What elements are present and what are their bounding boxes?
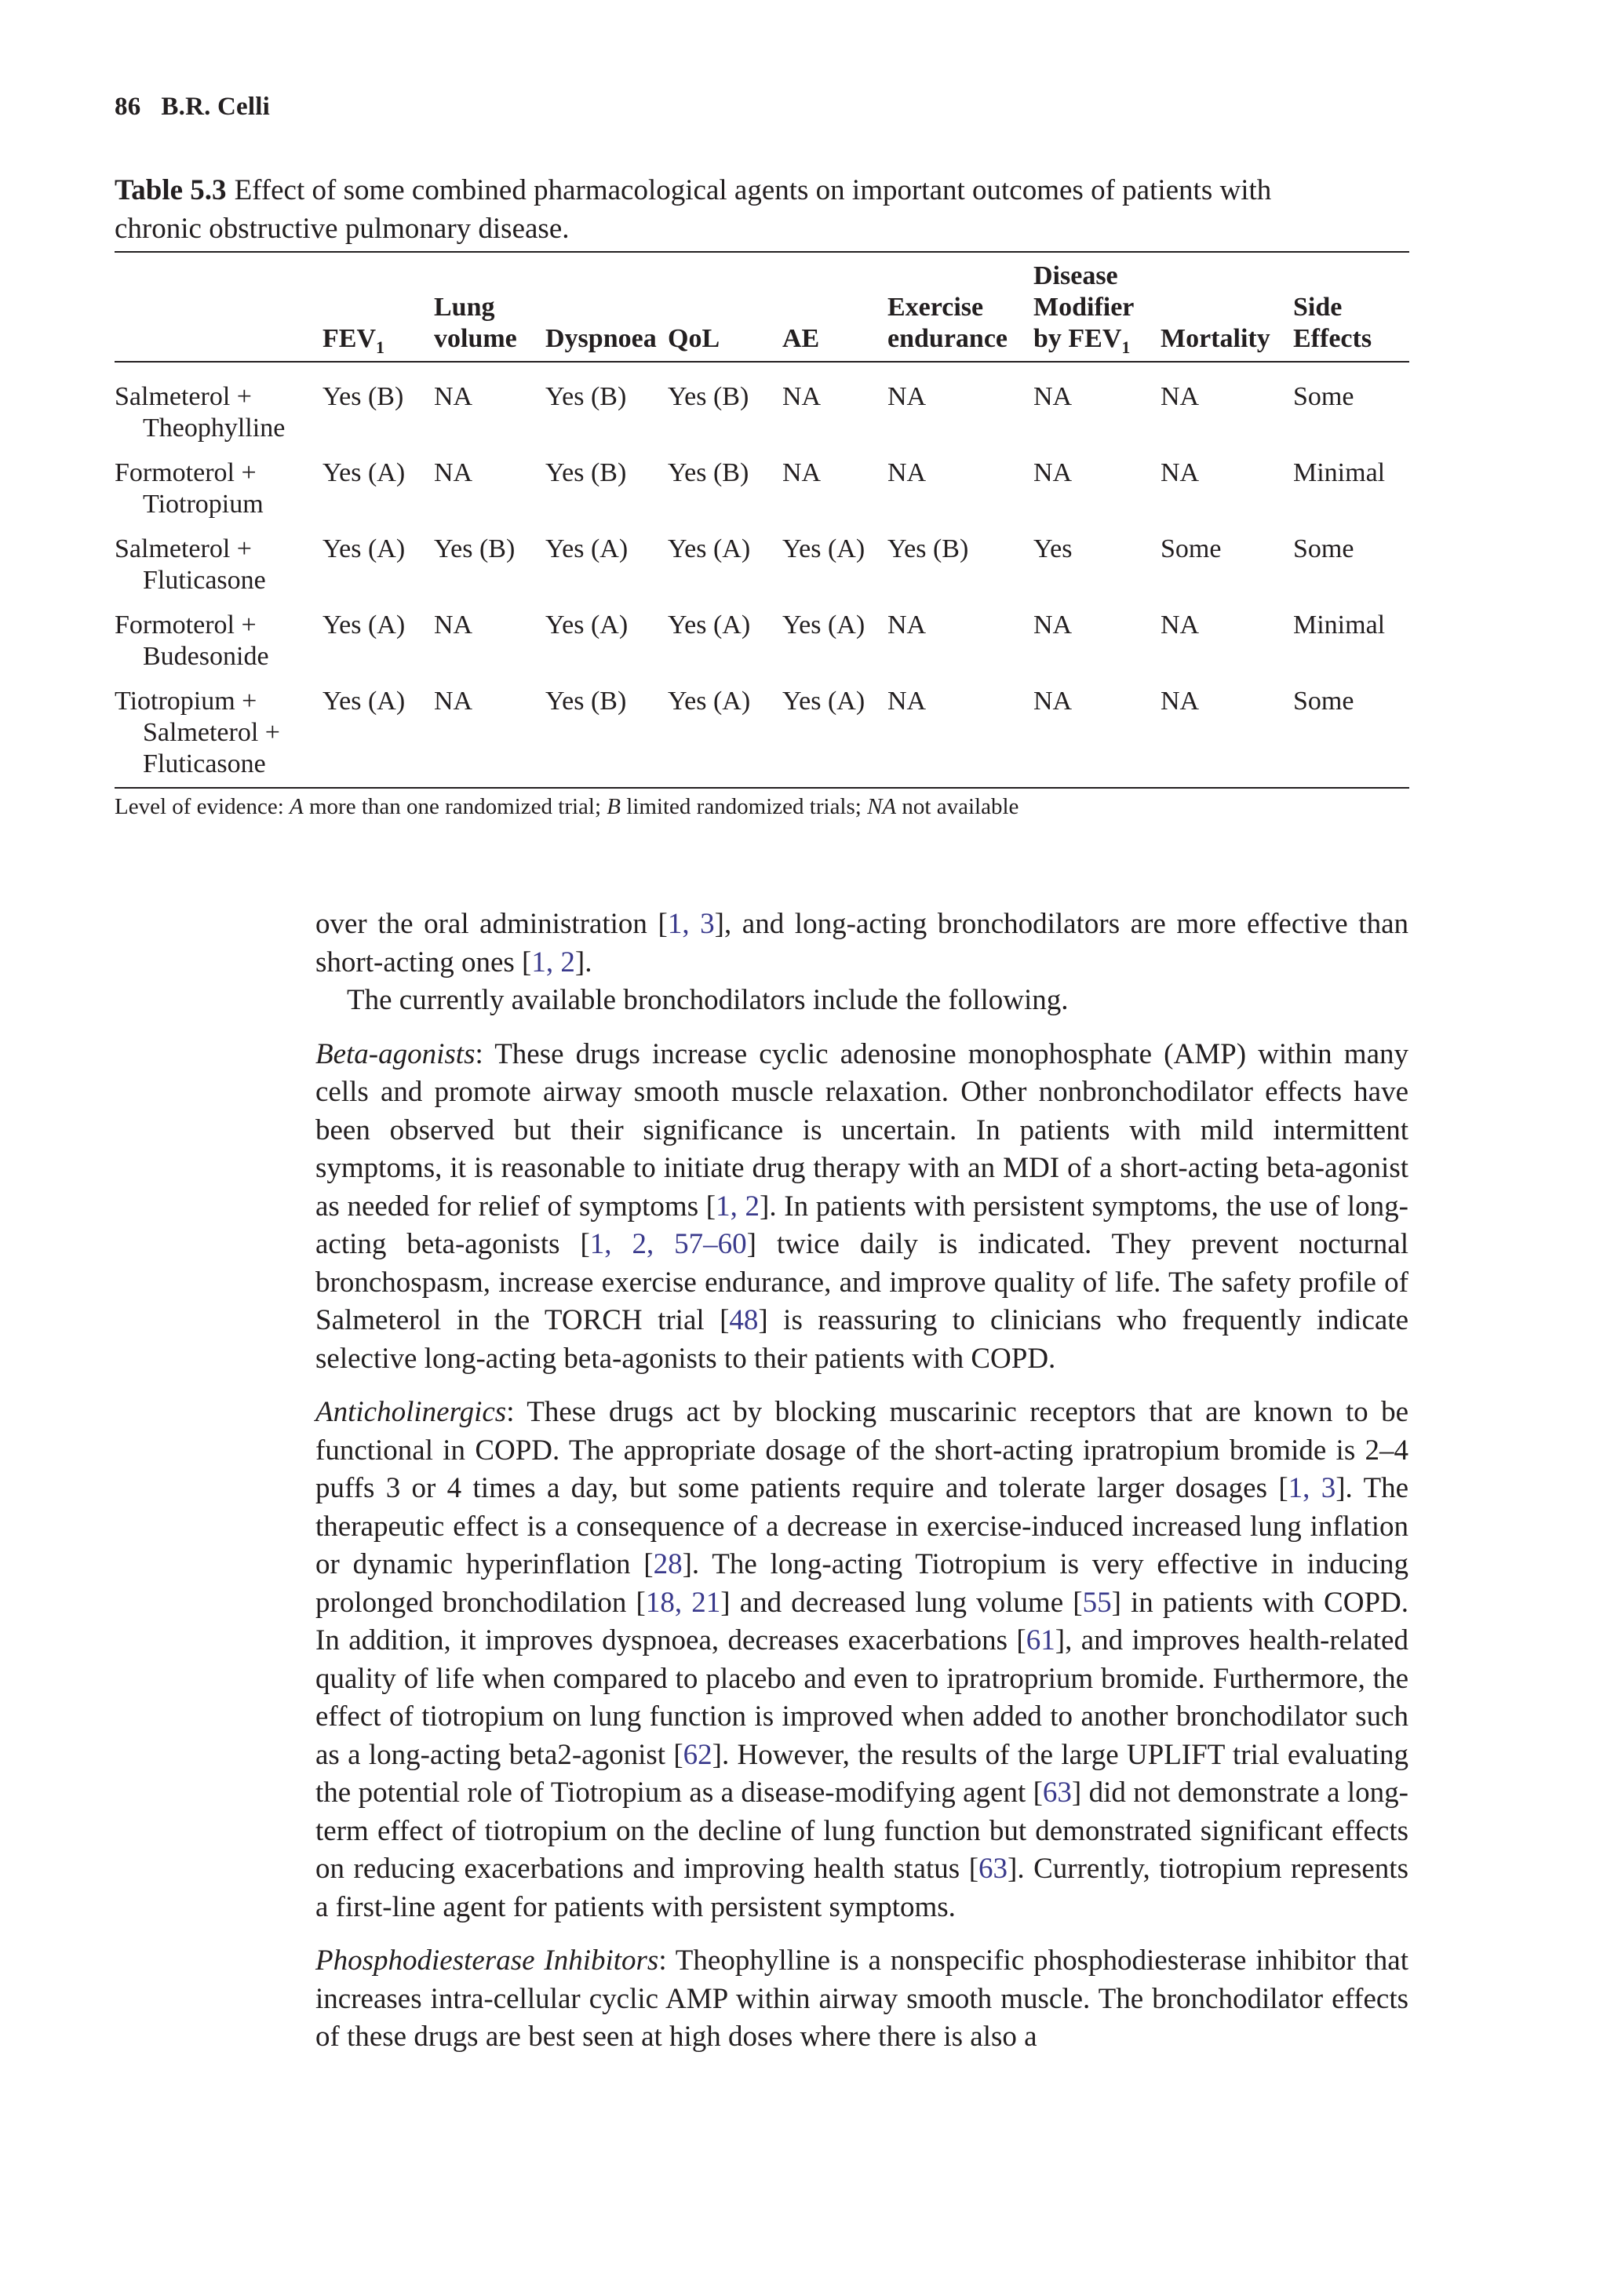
header-side-effects: Side Effects: [1293, 293, 1372, 353]
cell-lung-volume: NA: [434, 610, 473, 640]
cell-dyspnoea: Yes (A): [545, 610, 629, 640]
cell-fev1: Yes (A): [322, 687, 406, 716]
agent-cell: Salmeterol + Theophylline: [115, 382, 286, 443]
cell-fev1: Yes (A): [322, 534, 406, 563]
header-exercise-endurance: Exercise endurance: [887, 293, 1008, 353]
cell-mortality: NA: [1161, 687, 1200, 716]
cell-disease-modifier: NA: [1033, 610, 1073, 640]
table-top-rule: [115, 251, 1409, 253]
cell-qol: Yes (B): [668, 458, 749, 487]
cell-lung-volume: NA: [434, 458, 473, 487]
cell-ae: NA: [782, 382, 822, 411]
cell-side-effects: Some: [1293, 687, 1354, 716]
citation-link[interactable]: 1, 3: [1288, 1472, 1336, 1504]
cell-disease-modifier: NA: [1033, 382, 1073, 411]
cell-disease-modifier: NA: [1033, 458, 1073, 487]
body-text: [315, 906, 1408, 2057]
cell-fev1: Yes (A): [322, 610, 406, 640]
agent-cell: Salmeterol + Fluticasone: [115, 534, 266, 595]
cell-mortality: NA: [1161, 610, 1200, 640]
header-fev1: $FEV_1$: [322, 324, 384, 357]
cell-exercise: NA: [887, 382, 927, 411]
cell-qol: Yes (A): [668, 534, 751, 563]
cell-lung-volume: Yes (B): [434, 534, 516, 563]
cell-exercise: NA: [887, 687, 927, 716]
citation-link[interactable]: 63: [978, 1853, 1008, 1885]
cell-lung-volume: NA: [434, 687, 473, 716]
section-run-in-heading: Phosphodiesterase Inhibitors: [315, 1944, 659, 1977]
cell-ae: NA: [782, 458, 822, 487]
table-footnote: Level of evidence: A more than one randomized trial; B limited randomized trials; NA not available: [115, 794, 1019, 819]
cell-mortality: NA: [1161, 382, 1200, 411]
agent-cell: Formoterol + Tiotropium: [115, 458, 264, 519]
cell-qol: Yes (A): [668, 687, 751, 716]
caption-line-2: chronic obstructive pulmonary disease.: [115, 213, 570, 245]
agent-cell: Formoterol + Budesonide: [115, 610, 269, 671]
citation-link[interactable]: 48: [729, 1304, 759, 1336]
cell-exercise: NA: [887, 458, 927, 487]
cell-side-effects: Minimal: [1293, 610, 1386, 640]
citation-link[interactable]: 1, 2, 57–60: [589, 1228, 747, 1260]
cell-dyspnoea: Yes (B): [545, 687, 627, 716]
citation-link[interactable]: 62: [683, 1738, 712, 1771]
table-caption: [115, 171, 1409, 248]
cell-dyspnoea: Yes (B): [545, 382, 627, 411]
section-run-in-heading: Anticholinergics: [315, 1396, 507, 1428]
paragraph: over the oral administration [1, 3], and long-acting bronchodilators are more effective than short-acting ones [1, 2].: [315, 908, 1408, 979]
cell-mortality: Some: [1161, 534, 1222, 563]
cell-side-effects: Some: [1293, 534, 1354, 563]
caption-line-1: Effect of some combined pharmacological agents on important outcomes of patients with: [234, 174, 1272, 206]
cell-qol: Yes (A): [668, 610, 751, 640]
citation-link[interactable]: 55: [1082, 1586, 1112, 1619]
header-qol: QoL: [668, 324, 720, 353]
table-label: Table 5.3: [115, 174, 227, 206]
cell-qol: Yes (B): [668, 382, 749, 411]
cell-ae: Yes (A): [782, 610, 865, 640]
cell-fev1: Yes (A): [322, 458, 406, 487]
cell-side-effects: Minimal: [1293, 458, 1386, 487]
page-number: 86: [115, 93, 141, 121]
citation-link[interactable]: 63: [1042, 1777, 1072, 1809]
cell-dyspnoea: Yes (B): [545, 458, 627, 487]
citation-link[interactable]: 1, 3: [667, 908, 715, 940]
agent-cell: Tiotropium + Salmeterol + Fluticasone: [115, 687, 280, 778]
running-head: [115, 93, 270, 122]
cell-exercise: NA: [887, 610, 927, 640]
cell-disease-modifier: NA: [1033, 687, 1073, 716]
citation-link[interactable]: 1, 2: [531, 946, 575, 979]
cell-dyspnoea: Yes (A): [545, 534, 629, 563]
cell-exercise: Yes (B): [887, 534, 969, 563]
citation-link[interactable]: 18, 21: [645, 1586, 721, 1619]
header-ae: AE: [782, 324, 820, 353]
paragraph-phosphodiesterase-inhibitors: Phosphodiesterase Inhibitors: Theophylline is a nonspecific phosphodiesterase inhibitor that increases intra-cellular cyclic AMP within airway smooth muscle. The bronchodilator effects of these drugs are best seen at high doses where there is also a: [315, 1944, 1409, 2053]
cell-side-effects: Some: [1293, 382, 1354, 411]
header-dyspnoea: Dyspnoea: [545, 324, 657, 353]
paragraph-anticholinergics: Anticholinergics: These drugs act by blocking muscarinic receptors that are known to be functional in COPD. The appropriate dosage of the short-acting ipratropium bromide is 2–4 puffs 3 or 4 times a day, but some patients require and tolerate larger dosages [1, 3]. The therapeutic effect is a consequence of a decrease in exercise-induced increased lung inflation or dynamic hyperinflation [28]. The long-acting Tiotropium is very effective in inducing prolonged bronchodilation [18, 21] and decreased lung volume [55] in patients with COPD. In addition, it improves dyspnoea, decreases exacerbations [61], and improves health-related quality of life when compared to placebo and even to ipratroprium bromide. Furthermore, the effect of tiotropium on lung function is improved when added to another bronchodilator such as a long-acting beta2-agonist [62]. However, the results of the large UPLIFT trial evaluating the potential role of Tiotropium as a disease-modifying agent [63] did not demonstrate a long-term effect of tiotropium on the decline of lung function but demonstrated significant effects on reducing exacerbations and improving health status [63]. Currently, tiotropium represents a first-line agent for patients with persistent symptoms.: [315, 1396, 1408, 1923]
header-disease-modifier: Disease Modifier by $FEV_1$: [1033, 261, 1135, 357]
cell-ae: Yes (A): [782, 534, 865, 563]
header-mortality: Mortality: [1161, 324, 1270, 353]
cell-ae: Yes (A): [782, 687, 865, 716]
cell-disease-modifier: Yes: [1033, 534, 1073, 563]
citation-link[interactable]: 61: [1026, 1624, 1055, 1656]
cell-mortality: NA: [1161, 458, 1200, 487]
table-bottom-rule: [115, 787, 1409, 789]
author-name: B.R. Celli: [161, 93, 270, 121]
paragraph: The currently available bronchodilators include the following.: [347, 984, 1069, 1016]
header-lung-volume: Lung volume: [434, 293, 517, 353]
paragraph-beta-agonists: Beta-agonists: These drugs increase cyclic adenosine monophosphate (AMP) within many cells and promote airway smooth muscle relaxation. Other nonbronchodilator effects have been observed but their significance is uncertain. In patients with mild intermittent symptoms, it is reasonable to initiate drug therapy with an MDI of a short-acting beta-agonist as needed for relief of symptoms [1, 2]. In patients with persistent symptoms, the use of long-acting beta-agonists [1, 2, 57–60] twice daily is indicated. They prevent nocturnal bronchospasm, increase exercise endurance, and improve quality of life. The safety profile of Salmeterol in the TORCH trial [48] is reassuring to clinicians who frequently indicate selective long-acting beta-agonists to their patients with COPD.: [315, 1037, 1409, 1375]
table-header-rule: [115, 361, 1409, 363]
section-run-in-heading: Beta-agonists: [315, 1037, 476, 1070]
cell-fev1: Yes (B): [322, 382, 404, 411]
citation-link[interactable]: 1, 2: [716, 1190, 760, 1223]
cell-lung-volume: NA: [434, 382, 473, 411]
citation-link[interactable]: 28: [653, 1548, 683, 1580]
